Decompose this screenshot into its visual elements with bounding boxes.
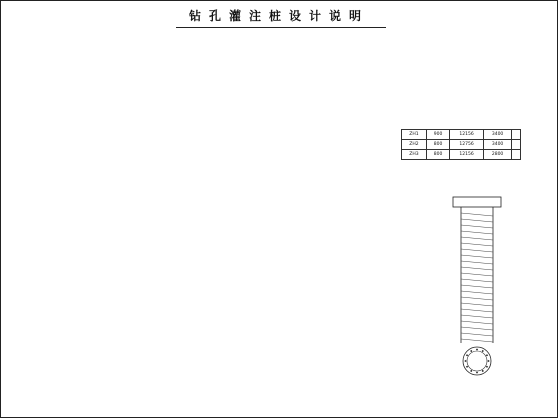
pile-table-cell-note bbox=[512, 150, 521, 160]
pile-table-cell-id: ZH2 bbox=[402, 140, 427, 150]
rebar-dot bbox=[488, 360, 490, 362]
stirrup-line bbox=[461, 315, 493, 318]
rebar-dot bbox=[482, 370, 484, 372]
stirrup-line bbox=[461, 339, 493, 342]
stirrup-line bbox=[461, 333, 493, 336]
pile-cap-outline bbox=[453, 197, 501, 207]
stirrup-line bbox=[461, 327, 493, 330]
stirrup-line bbox=[461, 309, 493, 312]
pile-table-cell-v2: 3400 bbox=[483, 130, 511, 140]
notes-column-2 bbox=[205, 39, 390, 409]
spiral-stirrups bbox=[461, 213, 493, 342]
pile-table-cell-d: 800 bbox=[426, 150, 450, 160]
pile-table-cell-note bbox=[512, 140, 521, 150]
rebar-dot bbox=[482, 350, 484, 352]
stirrup-line bbox=[461, 321, 493, 324]
stirrup-line bbox=[461, 255, 493, 258]
rebar-dot bbox=[476, 372, 478, 374]
pile-schedule-table bbox=[401, 129, 521, 160]
pile-table-cell-v1: 12156 bbox=[450, 130, 483, 140]
stirrup-line bbox=[461, 225, 493, 228]
pile-table-cell-note bbox=[512, 130, 521, 140]
stirrup-line bbox=[461, 273, 493, 276]
stirrup-line bbox=[461, 279, 493, 282]
pile-table-row bbox=[402, 140, 521, 150]
notes-column-1 bbox=[7, 39, 197, 409]
pile-table-row bbox=[402, 150, 521, 160]
stirrup-line bbox=[461, 213, 493, 216]
title-underline bbox=[176, 27, 386, 28]
pile-table-body bbox=[402, 130, 521, 160]
stirrup-line bbox=[461, 291, 493, 294]
document-title: 钻孔灌注桩设计说明 bbox=[188, 9, 369, 23]
rebar-dot bbox=[486, 354, 488, 356]
rebar-dot bbox=[470, 350, 472, 352]
pile-table-cell-id: ZH3 bbox=[402, 150, 427, 160]
pile-table-row bbox=[402, 130, 521, 140]
stirrup-line bbox=[461, 267, 493, 270]
pile-table-cell-v2: 2800 bbox=[483, 150, 511, 160]
stirrup-line bbox=[461, 243, 493, 246]
pile-table-cell-v1: 12756 bbox=[450, 140, 483, 150]
rebar-dot bbox=[470, 370, 472, 372]
pile-table-cell-d: 800 bbox=[426, 140, 450, 150]
stirrup-line bbox=[461, 237, 493, 240]
stirrup-line bbox=[461, 303, 493, 306]
pile-reinforcement-drawing bbox=[401, 193, 551, 413]
longitudinal-rebar-dots bbox=[465, 349, 490, 374]
stirrup-line bbox=[461, 219, 493, 222]
stirrup-line bbox=[461, 285, 493, 288]
rebar-dot bbox=[466, 366, 468, 368]
rebar-dot bbox=[486, 366, 488, 368]
rebar-dot bbox=[465, 360, 467, 362]
rebar-dot bbox=[466, 354, 468, 356]
rebar-dot bbox=[476, 349, 478, 351]
pile-table-cell-v2: 3400 bbox=[483, 140, 511, 150]
stirrup-line bbox=[461, 297, 493, 300]
pile-table-cell-v1: 12156 bbox=[450, 150, 483, 160]
stirrup-line bbox=[461, 261, 493, 264]
pile-section-inner bbox=[467, 351, 487, 371]
stirrup-line bbox=[461, 231, 493, 234]
pile-table-cell-id: ZH1 bbox=[402, 130, 427, 140]
stirrup-line bbox=[461, 249, 493, 252]
pile-table-cell-d: 900 bbox=[426, 130, 450, 140]
